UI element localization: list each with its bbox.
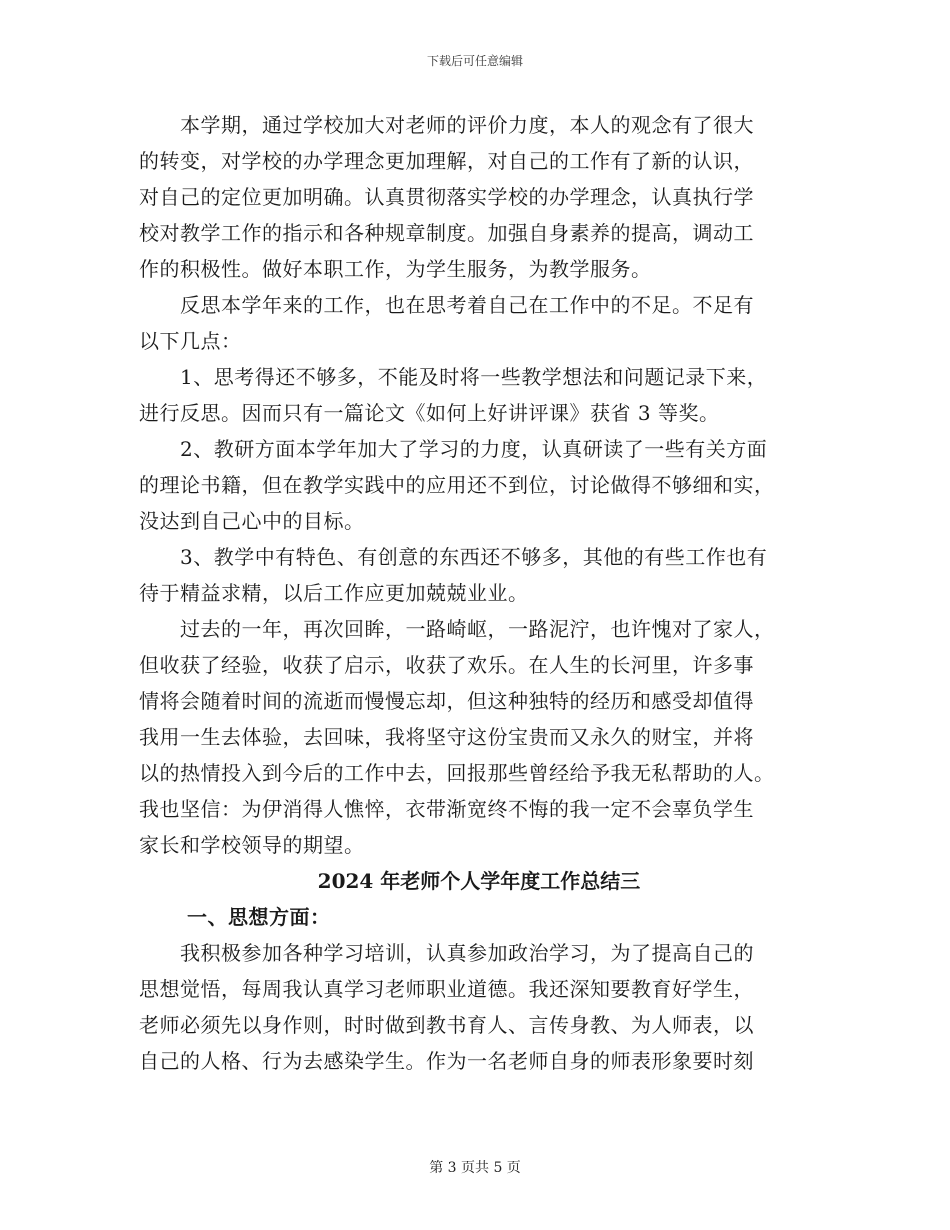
body-line: 我用一生去体验，去回味，我将坚守这份宝贵而又永久的财宝，并将 <box>139 725 754 749</box>
body-line: 待于精益求精，以后工作应更加兢兢业业。 <box>139 581 529 605</box>
body-line: 没达到自己心中的目标。 <box>139 509 365 533</box>
body-line: 情将会随着时间的流逝而慢慢忘却，但这种独特的经历和感受却值得 <box>139 689 754 713</box>
body-line: 的转变，对学校的办学理念更加理解，对自己的工作有了新的认识， <box>139 149 754 173</box>
page-footer: 第 3 页共 5 页 <box>429 1160 521 1176</box>
body-line: 家长和学校领导的期望。 <box>139 833 365 857</box>
body-line: 思想觉悟，每周我认真学习老师职业道德。我还深知要教育好学生， <box>139 977 754 1001</box>
body-line: 3、教学中有特色、有创意的东西还不够多，其他的有些工作也有 <box>139 545 768 569</box>
body-line: 2、教研方面本学年加大了学习的力度，认真研读了一些有关方面 <box>139 437 768 461</box>
body-line: 以下几点： <box>139 329 242 353</box>
document-body <box>139 107 819 1079</box>
body-line: 对自己的定位更加明确。认真贯彻落实学校的办学理念，认真执行学 <box>139 185 754 209</box>
body-line: 我也坚信：为伊消得人憔悴，衣带渐宽终不悔的我一定不会辜负学生 <box>139 797 754 821</box>
body-line: 过去的一年，再次回眸，一路崎岖，一路泥泞，也许愧对了家人， <box>139 617 775 641</box>
body-line: 以的热情投入到今后的工作中去，回报那些曾经给予我无私帮助的人。 <box>139 761 775 785</box>
body-line: 但收获了经验，收获了启示，收获了欢乐。在人生的长河里，许多事 <box>139 653 754 677</box>
body-line: 自己的人格、行为去感染学生。作为一名老师自身的师表形象要时刻 <box>139 1049 754 1073</box>
body-line: 进行反思。因而只有一篇论文《如何上好讲评课》获省 3 等奖。 <box>139 401 720 425</box>
body-line: 的理论书籍，但在教学实践中的应用还不到位，讨论做得不够细和实， <box>139 473 775 497</box>
body-line: 反思本学年来的工作，也在思考着自己在工作中的不足。不足有 <box>139 293 754 317</box>
section-heading <box>139 899 819 935</box>
body-line: 我积极参加各种学习培训，认真参加政治学习，为了提高自己的 <box>139 941 754 965</box>
body-line: 作的积极性。做好本职工作，为学生服务，为教学服务。 <box>139 257 652 281</box>
body-line: 老师必须先以身作则，时时做到教书育人、言传身教、为人师表，以 <box>139 1013 754 1037</box>
body-line: 本学期，通过学校加大对老师的评价力度，本人的观念有了很大 <box>139 113 754 137</box>
body-line: 校对教学工作的指示和各种规章制度。加强自身素养的提高，调动工 <box>139 221 754 245</box>
section-heading-text: 一、思想方面： <box>187 905 331 929</box>
section-title: 2024 年老师个人学年度工作总结三 <box>317 869 641 893</box>
page-header: 下载后可任意编辑 <box>426 54 523 68</box>
body-line: 1、思考得还不够多，不能及时将一些教学想法和问题记录下来， <box>139 365 768 389</box>
